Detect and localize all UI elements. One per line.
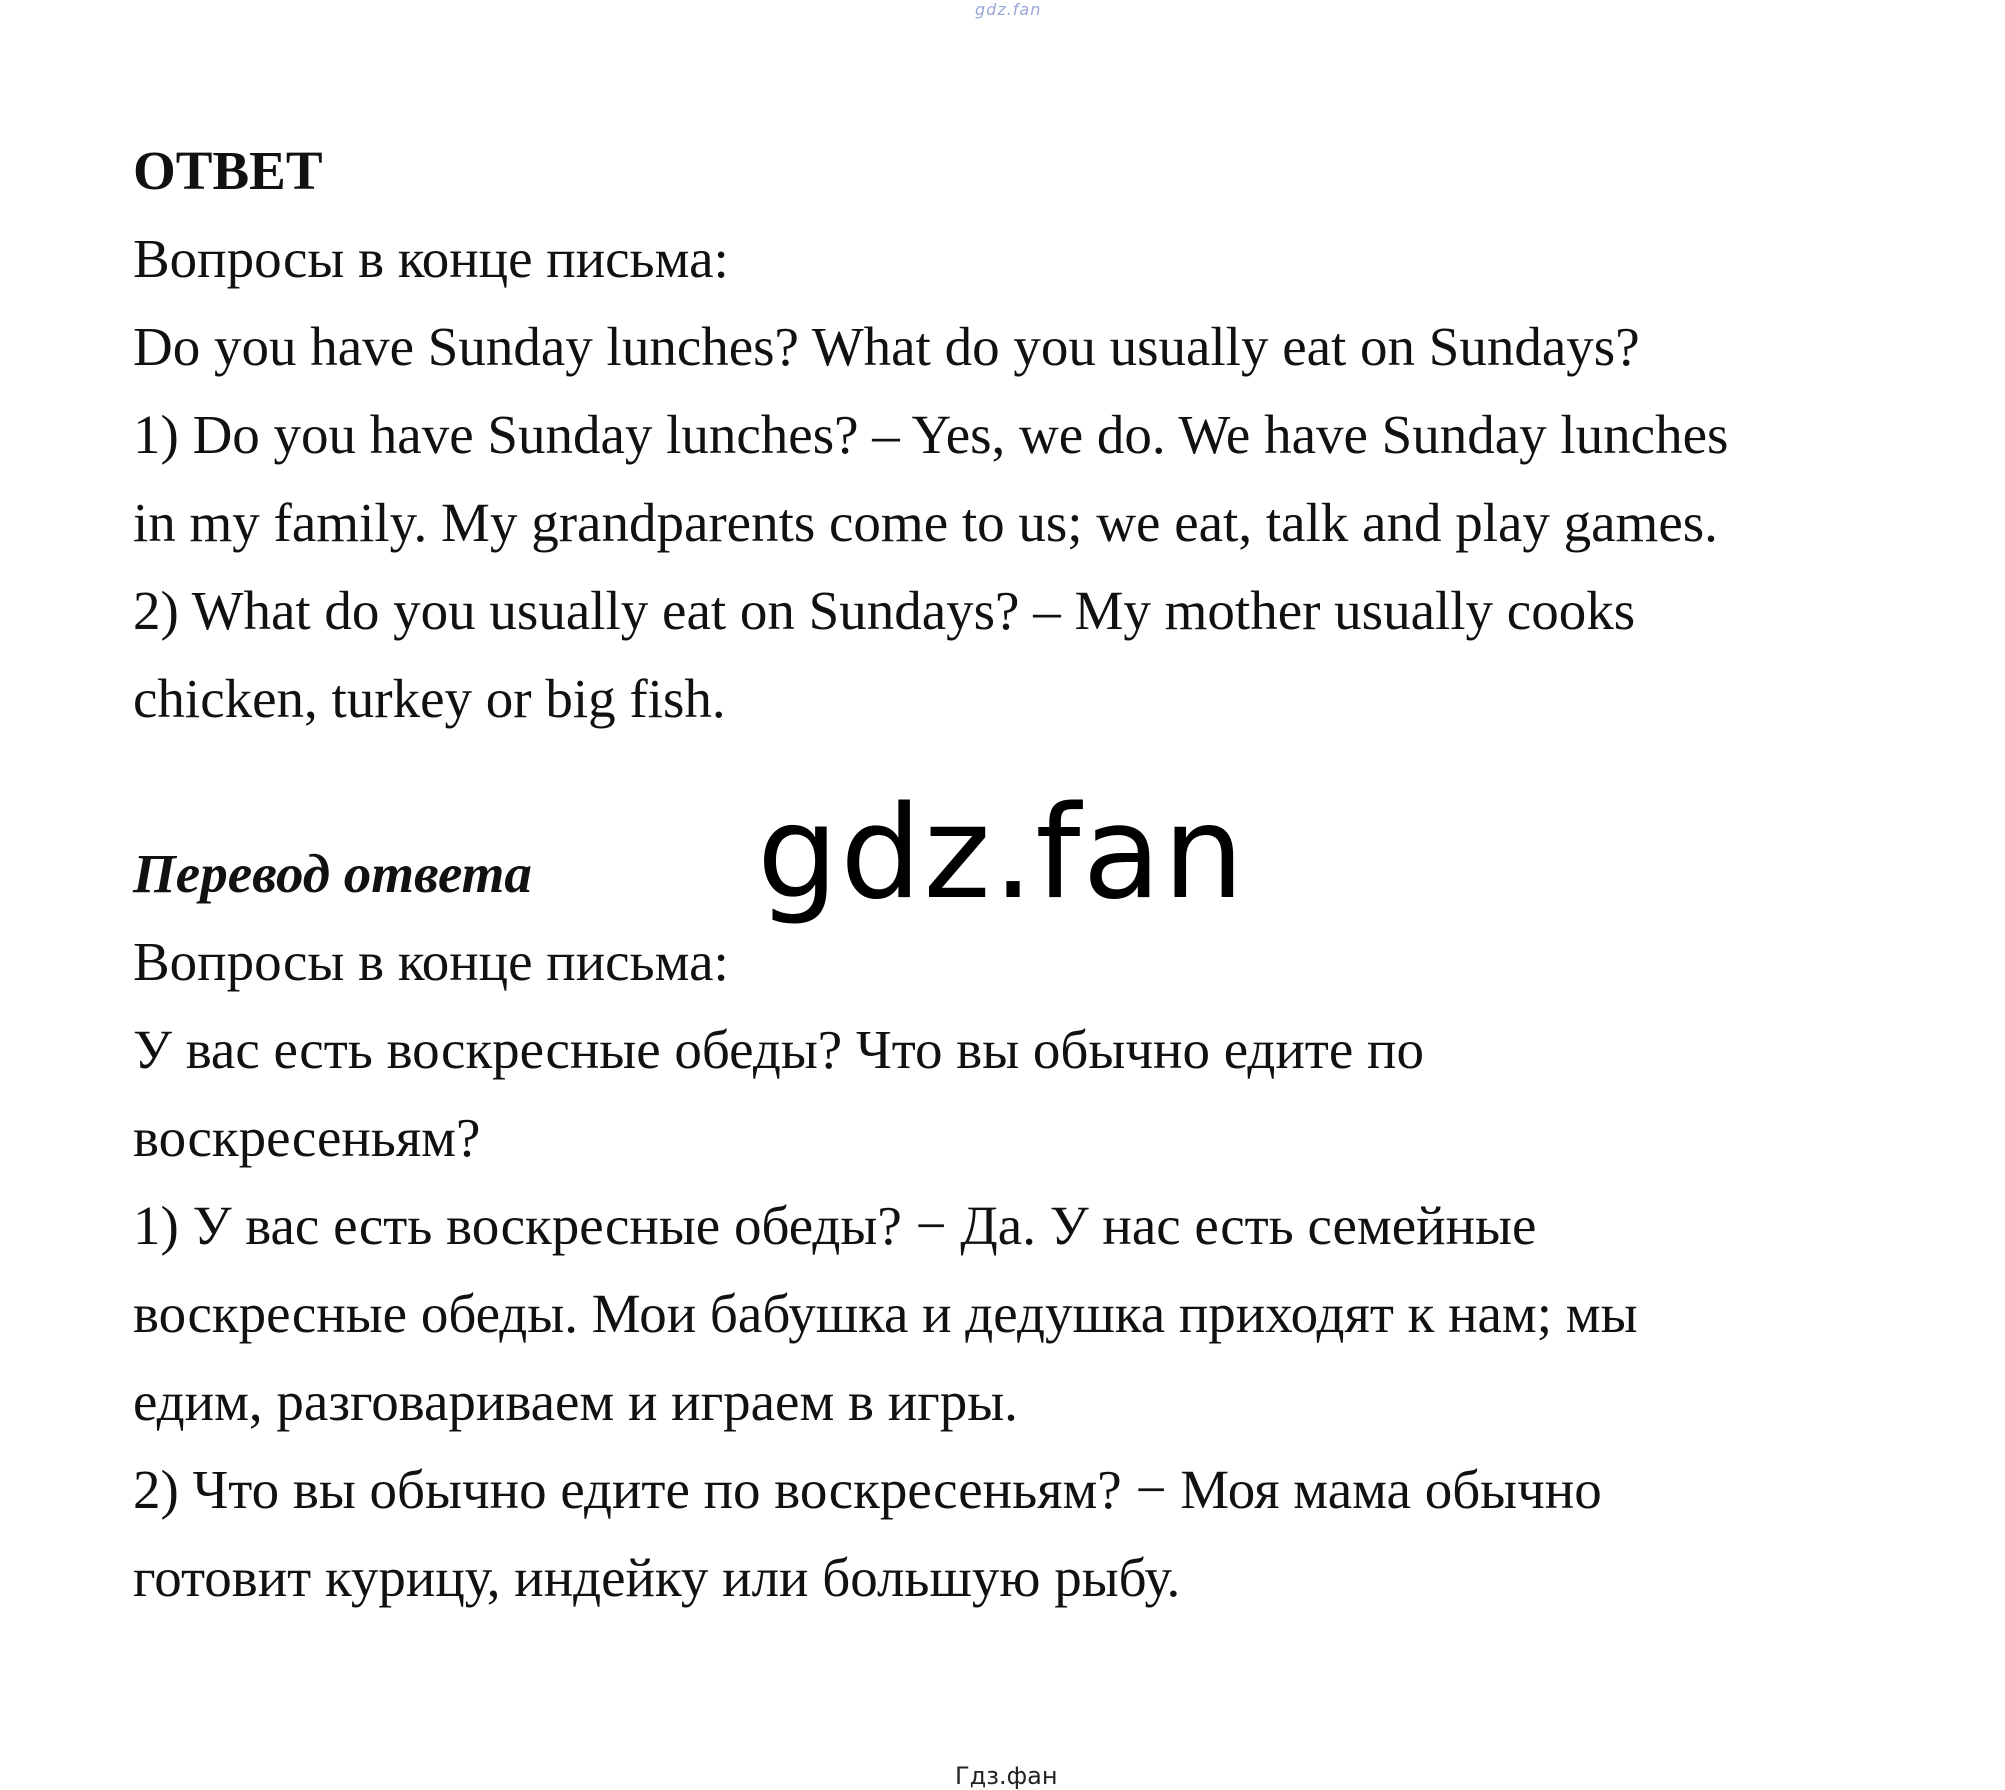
answer-item-1-line-2: in my family. My grandparents come to us; we eat, talk and play games.	[133, 492, 1718, 553]
center-watermark: gdz.fan	[757, 779, 1246, 928]
translation-intro: Вопросы в конце письма:	[133, 931, 729, 992]
translation-item-1-line-1: 1) У вас есть воскресные обеды? − Да. У нас есть семейные	[133, 1195, 1537, 1256]
answer-item-2-line-2: chicken, turkey or big fish.	[133, 668, 726, 729]
translation-item-1-line-3: едим, разговариваем и играем в игры.	[133, 1371, 1018, 1432]
translation-section	[133, 830, 1933, 1622]
answer-questions: Do you have Sunday lunches? What do you usually eat on Sundays?	[133, 316, 1640, 377]
translation-questions-line-1: У вас есть воскресные обеды? Что вы обычно едите по	[133, 1019, 1424, 1080]
translation-item-2-line-1: 2) Что вы обычно едите по воскресеньям? − Моя мама обычно	[133, 1459, 1602, 1520]
top-watermark: gdz.fan	[975, 0, 1042, 19]
answer-section	[133, 127, 1933, 743]
translation-item-2-line-2: готовит курицу, индейку или большую рыбу.	[133, 1547, 1181, 1608]
answer-heading: ОТВЕТ	[133, 140, 323, 201]
answer-intro: Вопросы в конце письма:	[133, 228, 729, 289]
answer-item-2-line-1: 2) What do you usually eat on Sundays? – My mother usually cooks	[133, 580, 1636, 641]
translation-heading: Перевод ответа	[133, 843, 532, 904]
translation-questions-line-2: воскресеньям?	[133, 1107, 481, 1168]
translation-item-1-line-2: воскресные обеды. Мои бабушка и дедушка приходят к нам; мы	[133, 1283, 1638, 1344]
answer-item-1-line-1: 1) Do you have Sunday lunches? – Yes, we do. We have Sunday lunches	[133, 404, 1729, 465]
footer-watermark: Гдз.фан	[955, 1762, 1058, 1790]
